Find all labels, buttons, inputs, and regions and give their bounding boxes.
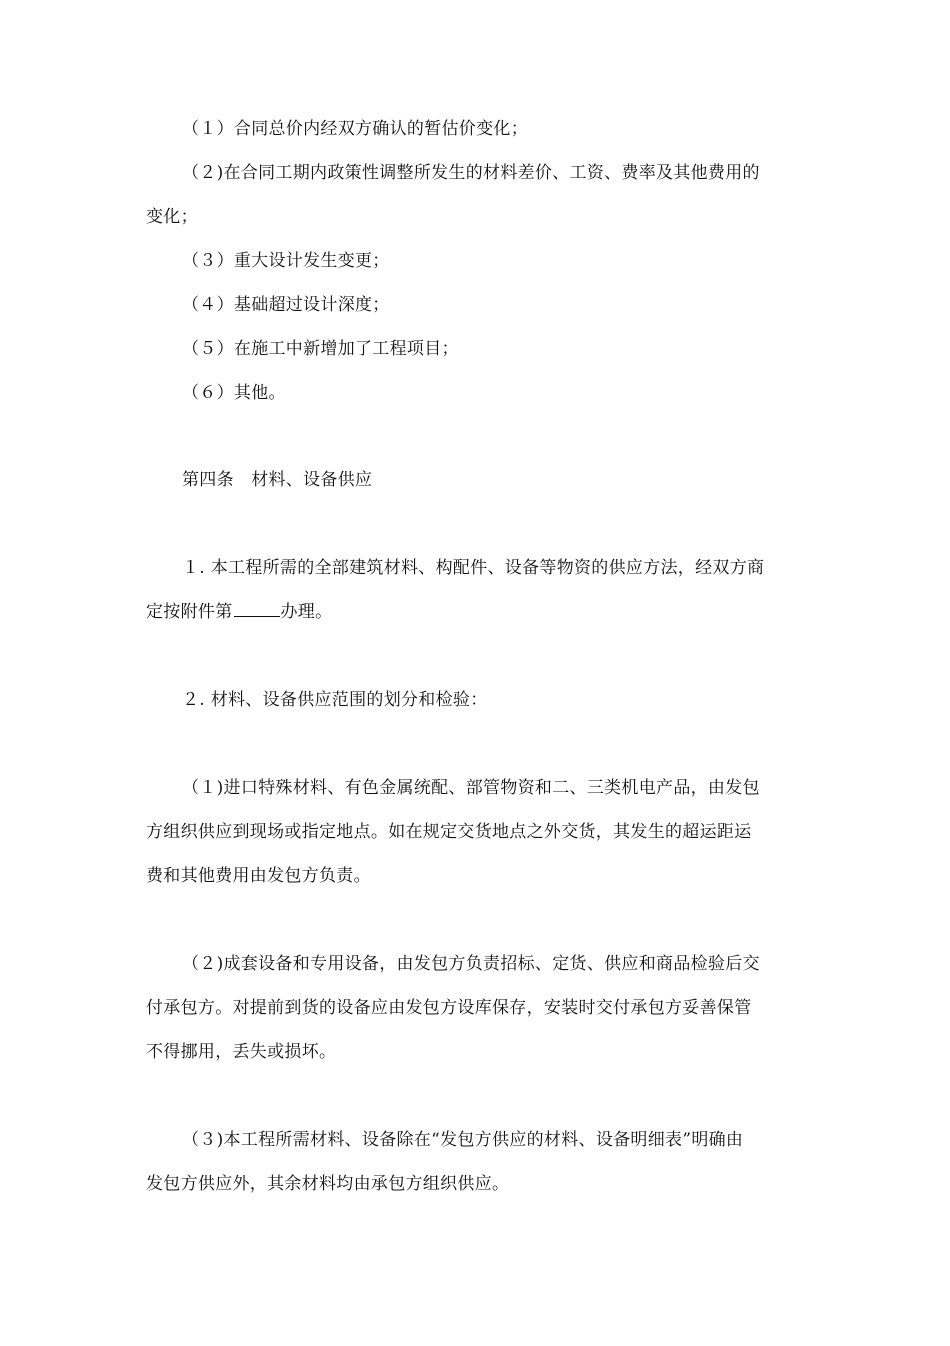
annex-number-blank (234, 602, 280, 617)
sub-3-line-2: 发包方供应外，其余材料均由承包方组织供应。 (146, 1174, 510, 1194)
item-2-line-2: 变化； (146, 207, 198, 227)
sub-2-line-1: （２)成套设备和专用设备，由发包方负责招标、定货、供应和商品检验后交 (182, 954, 760, 974)
item-4: （４）基础超过设计深度； (182, 295, 390, 315)
article-4-p1-line-1: １. 本工程所需的全部建筑材料、构配件、设备等物资的供应方法，经双方商 (182, 558, 765, 578)
article-4-p1-line-2 (146, 602, 332, 622)
sub-3-line-1: （３)本工程所需材料、设备除在“发包方供应的材料、设备明细表”明确由 (182, 1130, 744, 1150)
sub-1-line-3: 费和其他费用由发包方负责。 (146, 866, 371, 886)
sub-1-line-2: 方组织供应到现场或指定地点。如在规定交货地点之外交货，其发生的超运距运 (146, 822, 752, 842)
item-3: （３）重大设计发生变更； (182, 251, 390, 271)
item-1: （１）合同总价内经双方确认的暂估价变化； (182, 119, 528, 139)
article-4-heading: 第四条 材料、设备供应 (182, 470, 373, 490)
article-4-p2: ２. 材料、设备供应范围的划分和检验： (182, 690, 488, 710)
sub-2-line-3: 不得挪用，丢失或损坏。 (146, 1042, 337, 1062)
p1-line-2-text-after: 办理。 (280, 602, 333, 622)
item-6: （６）其他。 (182, 383, 286, 403)
item-5: （５）在施工中新增加了工程项目； (182, 339, 459, 359)
p1-line-2-text-before: 定按附件第 (146, 602, 233, 622)
sub-2-line-2: 付承包方。对提前到货的设备应由发包方设库保存，安装时交付承包方妥善保管 (146, 998, 752, 1018)
item-2-line-1: （２)在合同工期内政策性调整所发生的材料差价、工资、费率及其他费用的 (182, 163, 760, 183)
sub-1-line-1: （１)进口特殊材料、有色金属统配、部管物资和二、三类机电产品，由发包 (182, 778, 760, 798)
